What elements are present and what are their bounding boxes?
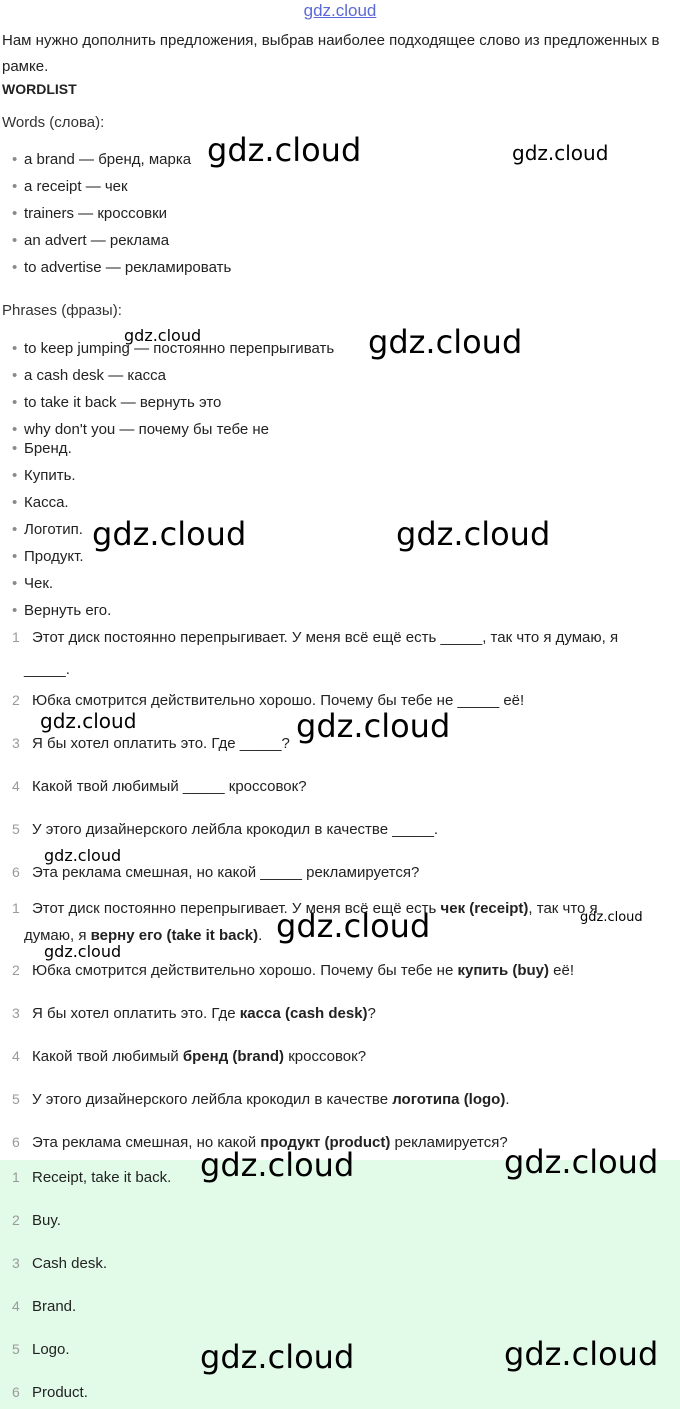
watermark: gdz.cloud [504, 1335, 659, 1373]
watermark: gdz.cloud [44, 942, 122, 961]
option-item: • Купить. [12, 467, 76, 484]
item-number: 3 [12, 1005, 20, 1021]
option-item: • Чек. [12, 575, 53, 592]
filled-sentence: У этого дизайнерского лейбла крокодил в качестве логотипа (logo). [32, 1091, 510, 1108]
watermark: gdz.cloud [92, 515, 247, 553]
item-number: 3 [12, 1255, 20, 1271]
filled-sentence-cont: думаю, я верну его (take it back). [24, 927, 263, 944]
gap-sentence: Я бы хотел оплатить это. Где _____? [32, 735, 290, 752]
watermark: gdz.cloud [296, 707, 451, 745]
item-number: 1 [12, 629, 20, 645]
item-number: 6 [12, 864, 20, 880]
item-number: 5 [12, 1341, 20, 1357]
gap-sentence: Какой твой любимый _____ кроссовок? [32, 778, 307, 795]
watermark: gdz.cloud [396, 515, 551, 553]
intro-text: Нам нужно дополнить предложения, выбрав наиболее подходящее слово из предложенных в рамке. [2, 32, 660, 75]
option-item: • Бренд. [12, 440, 72, 457]
answer-item: Logo. [32, 1341, 70, 1358]
option-item: • Вернуть его. [12, 602, 111, 619]
item-number: 4 [12, 778, 20, 794]
item-number: 5 [12, 821, 20, 837]
phrases-title: Phrases (фразы): [2, 302, 122, 319]
list-item: • to advertise — рекламировать [12, 259, 231, 276]
item-number: 4 [12, 1048, 20, 1064]
watermark: gdz.cloud [44, 846, 122, 865]
filled-sentence: Я бы хотел оплатить это. Где касса (cash desk)? [32, 1005, 376, 1022]
gap-sentence: Юбка смотрится действительно хорошо. Почему бы тебе не _____ её! [32, 692, 525, 709]
watermark: gdz.cloud [40, 709, 137, 733]
item-number: 6 [12, 1134, 20, 1150]
list-item: • a cash desk — касса [12, 367, 166, 384]
option-item: • Продукт. [12, 548, 84, 565]
item-number: 5 [12, 1091, 20, 1107]
watermark: gdz.cloud [207, 131, 362, 169]
gap-sentence: Этот диск постоянно перепрыгивает. У меня всё ещё есть _____, так что я думаю, я [32, 629, 619, 646]
watermark: gdz.cloud [580, 910, 643, 925]
item-number: 1 [12, 900, 20, 916]
filled-sentence: Эта реклама смешная, но какой продукт (product) рекламируется? [32, 1134, 508, 1151]
gap-sentence-cont: _____. [24, 661, 70, 678]
option-item: • Касса. [12, 494, 69, 511]
answer-item: Cash desk. [32, 1255, 108, 1272]
answer-item: Buy. [32, 1212, 61, 1229]
list-item: • a receipt — чек [12, 178, 128, 195]
wordlist-title: WORDLIST [2, 81, 77, 97]
gap-sentence: У этого дизайнерского лейбла крокодил в качестве _____. [32, 821, 439, 838]
watermark: gdz.cloud [276, 907, 431, 945]
watermark: gdz.cloud [512, 141, 609, 165]
item-number: 2 [12, 692, 20, 708]
site-link[interactable]: gdz.cloud [303, 1, 377, 20]
option-item: • Логотип. [12, 521, 83, 538]
item-number: 1 [12, 1169, 20, 1185]
list-item: • a brand — бренд, марка [12, 151, 191, 168]
filled-sentence: Этот диск постоянно перепрыгивает. У меня всё ещё есть чек (receipt), так что я [32, 900, 598, 917]
list-item: • an advert — реклама [12, 232, 169, 249]
answer-item: Product. [32, 1384, 88, 1401]
watermark: gdz.cloud [200, 1338, 355, 1376]
filled-sentence: Какой твой любимый бренд (brand) кроссовок? [32, 1048, 367, 1065]
gap-sentence: Эта реклама смешная, но какой _____ рекламируется? [32, 864, 420, 881]
item-number: 6 [12, 1384, 20, 1400]
watermark: gdz.cloud [124, 326, 202, 345]
list-item: • to keep jumping — постоянно перепрыгивать [12, 340, 334, 357]
item-number: 4 [12, 1298, 20, 1314]
filled-sentence: Юбка смотрится действительно хорошо. Почему бы тебе не купить (buy) её! [32, 962, 575, 979]
words-title: Words (слова): [2, 114, 105, 131]
item-number: 2 [12, 962, 20, 978]
watermark: gdz.cloud [200, 1146, 355, 1184]
answer-item: Receipt, take it back. [32, 1169, 172, 1186]
item-number: 3 [12, 735, 20, 751]
list-item: • to take it back — вернуть это [12, 394, 221, 411]
watermark: gdz.cloud [368, 323, 523, 361]
item-number: 2 [12, 1212, 20, 1228]
answer-item: Brand. [32, 1298, 77, 1315]
list-item: • why don't you — почему бы тебе не [12, 421, 269, 438]
watermark: gdz.cloud [504, 1143, 659, 1181]
list-item: • trainers — кроссовки [12, 205, 167, 222]
